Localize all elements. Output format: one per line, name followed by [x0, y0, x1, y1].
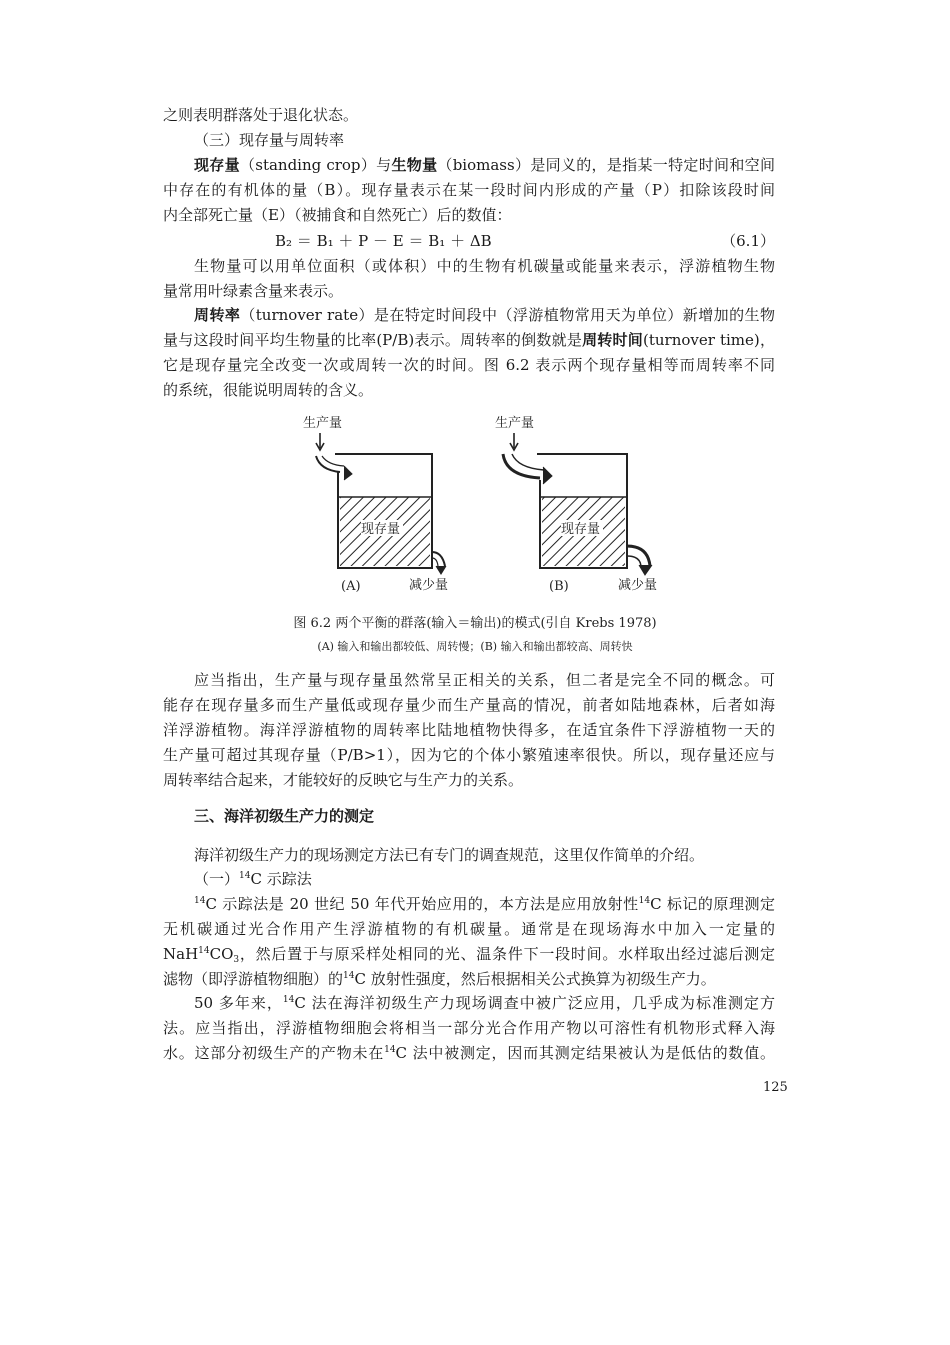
text-span: 滤物（即浮游植物细胞）的: [163, 970, 344, 988]
turnover-figure: [0, 0, 950, 660]
stock-label-a: 现存量: [361, 522, 401, 537]
text-span: （一）: [194, 870, 240, 888]
text-line: 法。应当指出，浮游植物细胞会将相当一部分光合作用产物以可溶性有机物形式释入海: [163, 1019, 775, 1037]
text-line: 周转率结合起来，才能较好的反映它与生产力的关系。: [163, 771, 524, 789]
text-line: 无机碳通过光合作用产生浮游植物的有机碳量。通常是在现场海水中加入一定量的: [163, 920, 775, 938]
text-line: [194, 892, 775, 917]
input-label-b: 生产量: [495, 416, 535, 431]
term-biomass: 生物量: [391, 156, 438, 174]
panel-b-label: (B): [549, 579, 569, 594]
text-span: CO: [209, 945, 234, 963]
figure-caption: 图 6.2 两个平衡的群落(输入＝输出)的模式(引自 Krebs 1978): [293, 616, 657, 631]
text-line: 生产量可超过其现存量（P/B>1），因为它的个体小繁殖速率很快。所以，现存量还应与: [163, 746, 775, 764]
text-line: 洋浮游植物。海洋浮游植物的周转率比陆地植物快得多，在适宜条件下浮游植物一天的: [163, 721, 775, 739]
text-line: [194, 991, 775, 1016]
subscript: 3: [233, 955, 240, 965]
subsection-title: [194, 867, 775, 892]
text-span: ，然后置于与原采样处相同的光、温条件下一段时间。水样取出经过滤后测定: [239, 945, 775, 963]
subsection-title: （三）现存量与周转率: [194, 131, 345, 149]
text-span: 50 多年来，: [194, 994, 283, 1012]
stock-label-b: 现存量: [561, 522, 601, 537]
text-line: 能存在现存量多而生产量低或现存量少而生产量高的情况，前者如陆地森林，后者如海: [163, 696, 775, 714]
superscript: 14: [384, 1045, 396, 1055]
text-span: （turnover rate）是在特定时间段中（浮游植物常用天为单位）新增加的生物: [240, 306, 775, 324]
text-line: 内全部死亡量（E）（被捕食和自然死亡）后的数值：: [163, 206, 512, 224]
superscript: 14: [239, 871, 251, 881]
output-label-a: 减少量: [409, 578, 449, 593]
panel-a-label: (A): [341, 579, 361, 594]
term-turnover-time: 周转时间: [582, 331, 644, 349]
text-span: C 标记的原理测定: [650, 895, 775, 913]
text-line: 量常用叶绿素含量来表示。: [163, 282, 344, 300]
text-span: C 法在海洋初级生产力现场调查中被广泛应用，几乎成为标准测定方: [294, 994, 775, 1012]
page-number: 125: [763, 1080, 788, 1095]
text-span: NaH: [163, 945, 199, 963]
text-line: [163, 942, 775, 967]
equation-number: （6.1）: [721, 232, 775, 250]
text-span: 水。这部分初级生产的产物未在: [163, 1044, 385, 1062]
output-label-b: 减少量: [618, 578, 658, 593]
text-line: 海洋初级生产力的现场测定方法已有专门的调查规范，这里仅作简单的介绍。: [194, 846, 705, 864]
output-arrow-b: [639, 565, 652, 575]
term-standing-crop: 现存量: [194, 156, 240, 174]
text-line: [163, 967, 775, 992]
text-line: 它是现存量完全改变一次或周转一次的时间。图 6.2 表示两个现存量相等而周转率不同: [163, 356, 775, 374]
text-line: 中存在的有机体的量（B）。现存量表示在某一段时间内形成的产量（P）扣除该段时间: [163, 181, 775, 199]
text-line: [163, 1041, 775, 1066]
panel-b-diagram: [495, 415, 657, 594]
equation: B₂ ＝ B₁ ＋ P － E ＝ B₁ ＋ ΔB: [275, 232, 492, 250]
panel-a-diagram: [303, 415, 448, 594]
superscript: 14: [194, 896, 206, 906]
text-span: (turnover time)，: [643, 331, 775, 349]
section-heading: 三、海洋初级生产力的测定: [194, 807, 375, 825]
text-span: （standing crop）与: [239, 156, 392, 174]
superscript: 14: [282, 995, 295, 1005]
text-span: C 法中被测定，因而其测定结果被认为是低估的数值。: [395, 1044, 775, 1062]
text-line: 的系统，很能说明周转的含义。: [163, 381, 374, 399]
text-span: C 放射性强度，然后根据相关公式换算为初级生产力。: [354, 970, 716, 988]
text-span: （biomass）是同义的，是指某一特定时间和空间: [437, 156, 775, 174]
input-label-a: 生产量: [303, 416, 343, 431]
superscript: 14: [198, 946, 210, 956]
text-span: 量与这段时间平均生物量的比率(P/B)表示。周转率的倒数就是: [163, 331, 583, 349]
superscript: 14: [343, 971, 355, 981]
text-span: C 示踪法是 20 世纪 50 年代开始应用的，本方法是应用放射性: [205, 895, 639, 913]
figure-subcaption: (A) 输入和输出都较低、周转慢；(B) 输入和输出都较高、周转快: [317, 640, 633, 653]
superscript: 14: [638, 896, 651, 906]
text-line: 之则表明群落处于退化状态。: [163, 106, 359, 124]
text-span: C 示踪法: [250, 870, 312, 888]
text-line: 应当指出，生产量与现存量虽然常呈正相关的关系，但二者是完全不同的概念。可: [194, 671, 775, 689]
term-turnover-rate: 周转率: [194, 306, 241, 324]
output-arrow-a: [436, 566, 446, 574]
text-line: 生物量可以用单位面积（或体积）中的生物有机碳量或能量来表示，浮游植物生物: [194, 257, 775, 275]
